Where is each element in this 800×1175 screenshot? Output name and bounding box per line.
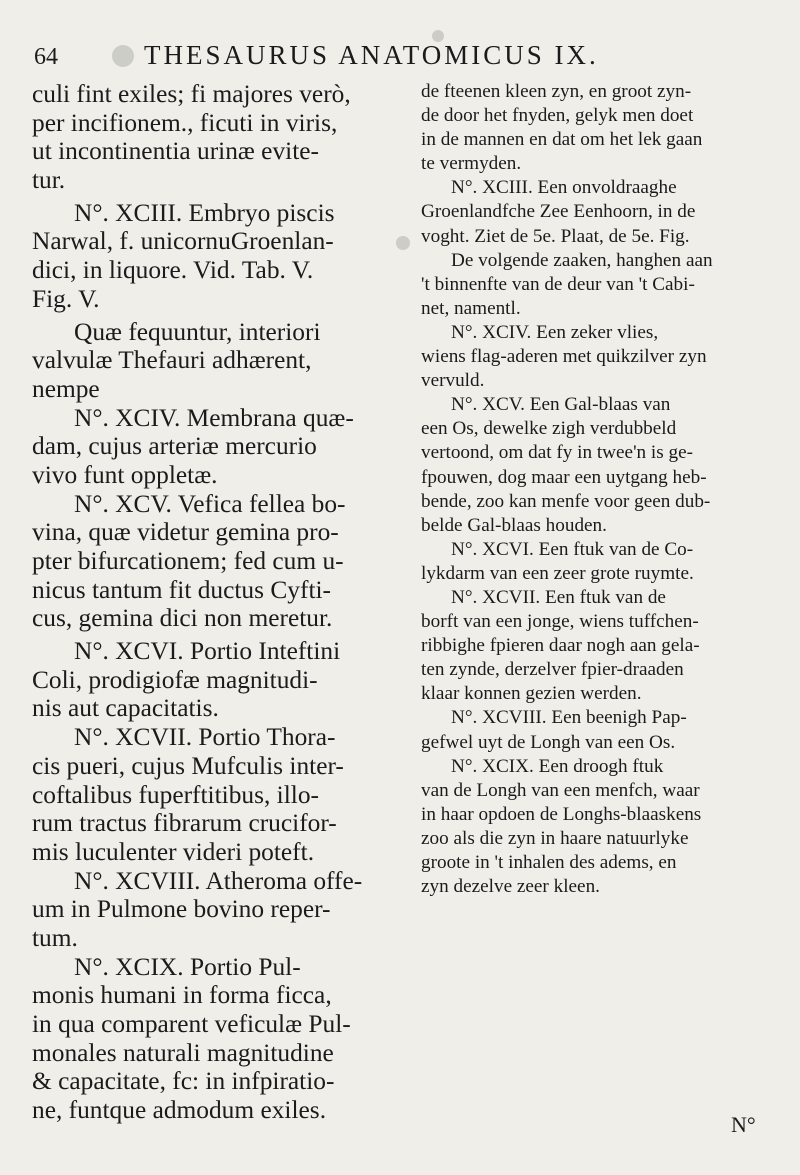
text-line: De volgende zaaken, hanghen aan <box>451 249 713 271</box>
text-line: borft van een jonge, wiens tuffchen- <box>421 611 699 633</box>
text-line: cus, gemina dici non meretur. <box>32 604 333 633</box>
text-line: bende, zoo kan menfe voor geen dub- <box>421 490 711 512</box>
text-line: te vermyden. <box>421 153 522 175</box>
text-line: coftalibus fuperftitibus, illo- <box>32 780 319 809</box>
text-line: N°. XCIII. Een onvoldraaghe <box>451 177 677 199</box>
latin-column <box>32 80 392 1125</box>
text-line: valvulæ Thefauri adhærent, <box>32 346 312 375</box>
text-line: Fig. V. <box>32 284 100 313</box>
text-line: culi fint exiles; fi majores verò, <box>32 80 351 108</box>
text-line: dam, cujus arteriæ mercurio <box>32 432 317 461</box>
text-line: nicus tantum fit ductus Cyfti- <box>32 575 332 604</box>
text-line: 't binnenfte van de deur van 't Cabi- <box>421 273 695 295</box>
text-line: N°. XCV. Vefica fellea bo- <box>74 489 346 518</box>
text-line: N°. XCV. Een Gal-blaas van <box>451 394 671 416</box>
text-line: N°. XCVIII. Atheroma offe- <box>74 866 363 895</box>
text-line: pter bifurcationem; fed cum u- <box>32 547 344 575</box>
text-line: lykdarm van een zeer grote ruymte. <box>421 562 694 584</box>
text-line: groote in 't inhalen des adems, en <box>421 852 677 873</box>
text-line: Quæ fequuntur, interiori <box>74 317 321 346</box>
running-title: THESAURUS ANATOMICUS IX. <box>144 40 599 70</box>
text-line: monales naturali magnitudine <box>32 1038 334 1067</box>
text-line: ut incontinentia urinæ evite- <box>32 137 319 166</box>
text-line: tum. <box>32 923 78 952</box>
text-line: de door het fnyden, gelyk men doet <box>421 105 694 127</box>
text-line: in qua comparent veficulæ Pul- <box>32 1010 351 1038</box>
text-line: in de mannen en dat om het lek gaan <box>421 129 703 151</box>
text-line: voght. Ziet de 5e. Plaat, de 5e. Fig. <box>421 225 690 247</box>
text-line: rum tractus fibrarum crucifor- <box>32 809 337 838</box>
text-line: gefwel uyt de Longh van een Os. <box>421 731 676 753</box>
text-line: van de Longh van een menfch, waar <box>421 779 700 801</box>
text-line: cis pueri, cujus Mufculis inter- <box>32 751 344 780</box>
text-line: fpouwen, dog maar een uytgang heb- <box>421 466 707 488</box>
catchword: N° <box>731 1112 756 1137</box>
text-line: een Os, dewelke zigh verdubbeld <box>421 418 677 440</box>
text-line: ne, funtque admodum exiles. <box>32 1096 327 1125</box>
text-line: vervuld. <box>421 370 485 392</box>
page-number: 64 <box>34 44 58 70</box>
text-line: N°. XCVII. Portio Thora- <box>74 723 336 752</box>
text-line: N°. XCIX. Portio Pul- <box>74 952 301 981</box>
text-line: N°. XCIV. Een zeker vlies, <box>451 321 659 343</box>
text-line: in haar opdoen de Longhs-blaaskens <box>421 803 702 825</box>
text-line: nempe <box>32 374 100 403</box>
text-line: zoo als die zyn in haare natuurlyke <box>421 827 689 849</box>
text-line: wiens flag-aderen met quikzilver zyn <box>421 346 707 368</box>
text-line: mis luculenter videri poteft. <box>32 837 315 866</box>
text-line: Narwal, f. unicornuGroenlan- <box>32 227 334 256</box>
text-line: tur. <box>32 166 66 195</box>
text-line: N°. XCIII. Embryo piscis <box>74 198 335 227</box>
text-line: & capacitate, fc: in infpiratio- <box>32 1067 335 1096</box>
text-line: N°. XCVI. Een ftuk van de Co- <box>451 538 694 560</box>
text-line: nis aut capacitatis. <box>32 694 219 723</box>
text-line: dici, in liquore. Vid. Tab. V. <box>32 256 314 285</box>
text-line: belde Gal-blaas houden. <box>421 514 607 536</box>
text-line: N°. XCIX. Een droogh ftuk <box>451 755 664 777</box>
text-line: N°. XCVII. Een ftuk van de <box>451 586 666 608</box>
text-line: vina, quæ videtur gemina pro- <box>32 518 339 547</box>
dutch-column <box>421 80 777 899</box>
text-line: vivo funt oppletæ. <box>32 460 218 489</box>
text-line: N°. XCVI. Portio Inteftini <box>74 637 341 666</box>
text-line: N°. XCVIII. Een beenigh Pap- <box>451 707 687 729</box>
text-line: net, namentl. <box>421 297 521 319</box>
text-line: monis humani in forma ficca, <box>32 981 332 1010</box>
text-line: um in Pulmone bovino reper- <box>32 895 331 924</box>
text-line: ribbighe fpieren daar nogh aan gela- <box>421 635 700 657</box>
text-line: zyn dezelve zeer kleen. <box>421 876 600 898</box>
text-line: per incifionem., ficuti in viris, <box>32 108 338 137</box>
text-line: ten zynde, derzelver fpier-draaden <box>421 659 684 681</box>
text-line: klaar konnen gezien werden. <box>421 683 642 705</box>
text-line: Coli, prodigiofæ magnitudi- <box>32 665 318 694</box>
text-line: Groenlandfche Zee Eenhoorn, in de <box>421 201 696 223</box>
page-header <box>34 40 774 78</box>
text-line: N°. XCIV. Membrana quæ- <box>74 403 354 432</box>
text-line: de fteenen kleen zyn, en groot zyn- <box>421 81 692 102</box>
text-line: vertoond, om dat fy in twee'n is ge- <box>421 442 694 464</box>
